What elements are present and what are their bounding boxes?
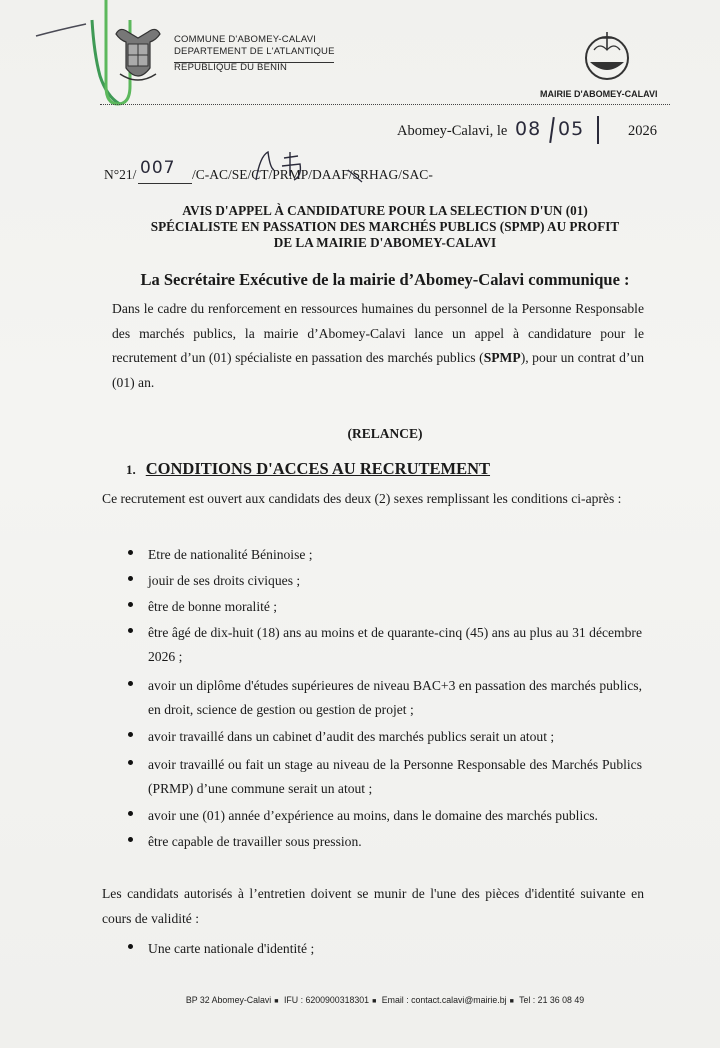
page-footer: BP 32 Abomey-Calavi ■ IFU : 6200900318301 ■ Email : contact.calavi@mairie.bj ■ Tel : 21 36 08 49 [185, 995, 585, 1005]
bullet-icon [128, 811, 133, 816]
date-place: Abomey-Calavi, le [397, 123, 508, 139]
country-name: REPUBLIQUE DU BENIN [174, 62, 288, 73]
relance-label: (RELANCE) [347, 426, 423, 441]
title-line: AVIS D'APPEL À CANDIDATURE POUR LA SELECTION D'UN (01) [182, 203, 588, 218]
id-requirements-paragraph: Les candidats autorisés à l’entretien doivent se munir de l'une des pièces d'identité suivante en cours de validité : [102, 886, 644, 926]
header-separator [100, 104, 670, 105]
list-item-text: avoir travaillé ou fait un stage au niveau de la Personne Responsable des Marchés Publics (PRMP) d’une commune serait un atout ; [148, 757, 642, 796]
bullet-icon [128, 602, 133, 607]
commune-name: COMMUNE D'ABOMEY-CALAVI [174, 34, 317, 45]
list-item-text: avoir travaillé dans un cabinet d’audit des marchés publics serait un atout ; [148, 729, 555, 744]
bullet-icon [128, 732, 133, 737]
bullet-icon [128, 760, 133, 765]
notice-title [100, 203, 670, 251]
date-slash [549, 117, 554, 143]
communique-heading: La Secrétaire Exécutive de la mairie d’Abomey-Calavi communique : [140, 270, 630, 289]
bullet-icon [128, 944, 133, 949]
bullet-icon [128, 628, 133, 633]
date-closing-mark [597, 116, 599, 144]
intro-text: Dans le cadre du renforcement en ressources humaines du personnel de la Personne Responsable des marchés publics, la mairie d’Abomey-Calavi lance un appel à candidature pour le recrutement d’un (01) spécialiste en passation des marchés publics ( [112, 301, 644, 365]
date-month-handwritten: 05 [558, 118, 585, 140]
coat-of-arms-icon [110, 26, 166, 88]
list-item-text: avoir une (01) année d’expérience au moins, dans le domaine des marchés publics. [148, 808, 598, 823]
list-item-text: être âgé de dix-huit (18) ans au moins et de quarante-cinq (45) ans au plus au 31 décembre 2026 ; [148, 625, 642, 664]
intro-bold: SPMP [483, 350, 521, 365]
list-item-text: Une carte nationale d'identité ; [148, 941, 315, 956]
date-year: 2026 [628, 123, 657, 139]
list-item-text: jouir de ses droits civiques ; [148, 573, 301, 588]
reference-code: /C-AC/SE/CT/PRMP/DAAF/SRHAG/SAC- [192, 167, 433, 182]
footer-ifu: IFU : 6200900318301 [283, 995, 370, 1005]
mairie-label: MAIRIE D'ABOMEY-CALAVI [540, 89, 658, 99]
date-day-handwritten: 08 [515, 118, 542, 140]
section-intro: Ce recrutement est ouvert aux candidats des deux (2) sexes remplissant les conditions ci-après : [102, 491, 622, 506]
section-heading [126, 459, 490, 479]
reference-number-underline [138, 183, 192, 184]
footer-bp: BP 32 Abomey-Calavi [185, 995, 272, 1005]
footer-tel: Tel : 21 36 08 49 [519, 995, 585, 1005]
bullet-icon [128, 681, 133, 686]
handwritten-annotation [250, 146, 370, 188]
reference-number-handwritten: 007 [140, 158, 176, 178]
list-item-text: avoir un diplôme d'études supérieures de niveau BAC+3 en passation des marchés publics, en droit, science de gestion ou gestion de projet ; [148, 678, 642, 717]
list-item-text: Etre de nationalité Béninoise ; [148, 547, 313, 562]
department-name: DEPARTEMENT DE L'ATLANTIQUE [174, 46, 335, 57]
title-line: SPÉCIALISTE EN PASSATION DES MARCHÉS PUBLICS (SPMP) AU PROFIT [150, 219, 620, 234]
footer-email: Email : contact.calavi@mairie.bj [381, 995, 507, 1005]
title-line: DE LA MAIRIE D'ABOMEY-CALAVI [273, 235, 497, 250]
section-title: CONDITIONS D'ACCES AU RECRUTEMENT [145, 459, 491, 478]
list-item-text: être de bonne moralité ; [148, 599, 278, 614]
municipal-logo-icon [580, 28, 634, 82]
section-number: 1. [126, 462, 136, 477]
bullet-icon [128, 576, 133, 581]
intro-paragraph [112, 297, 644, 395]
bullet-icon [128, 837, 133, 842]
reference-prefix: N°21/ [104, 167, 137, 182]
list-item-text: être capable de travailler sous pression. [148, 834, 362, 849]
intro-text-end: ), pour un contrat d’un (01) an. [112, 350, 644, 390]
bullet-icon [128, 550, 133, 555]
